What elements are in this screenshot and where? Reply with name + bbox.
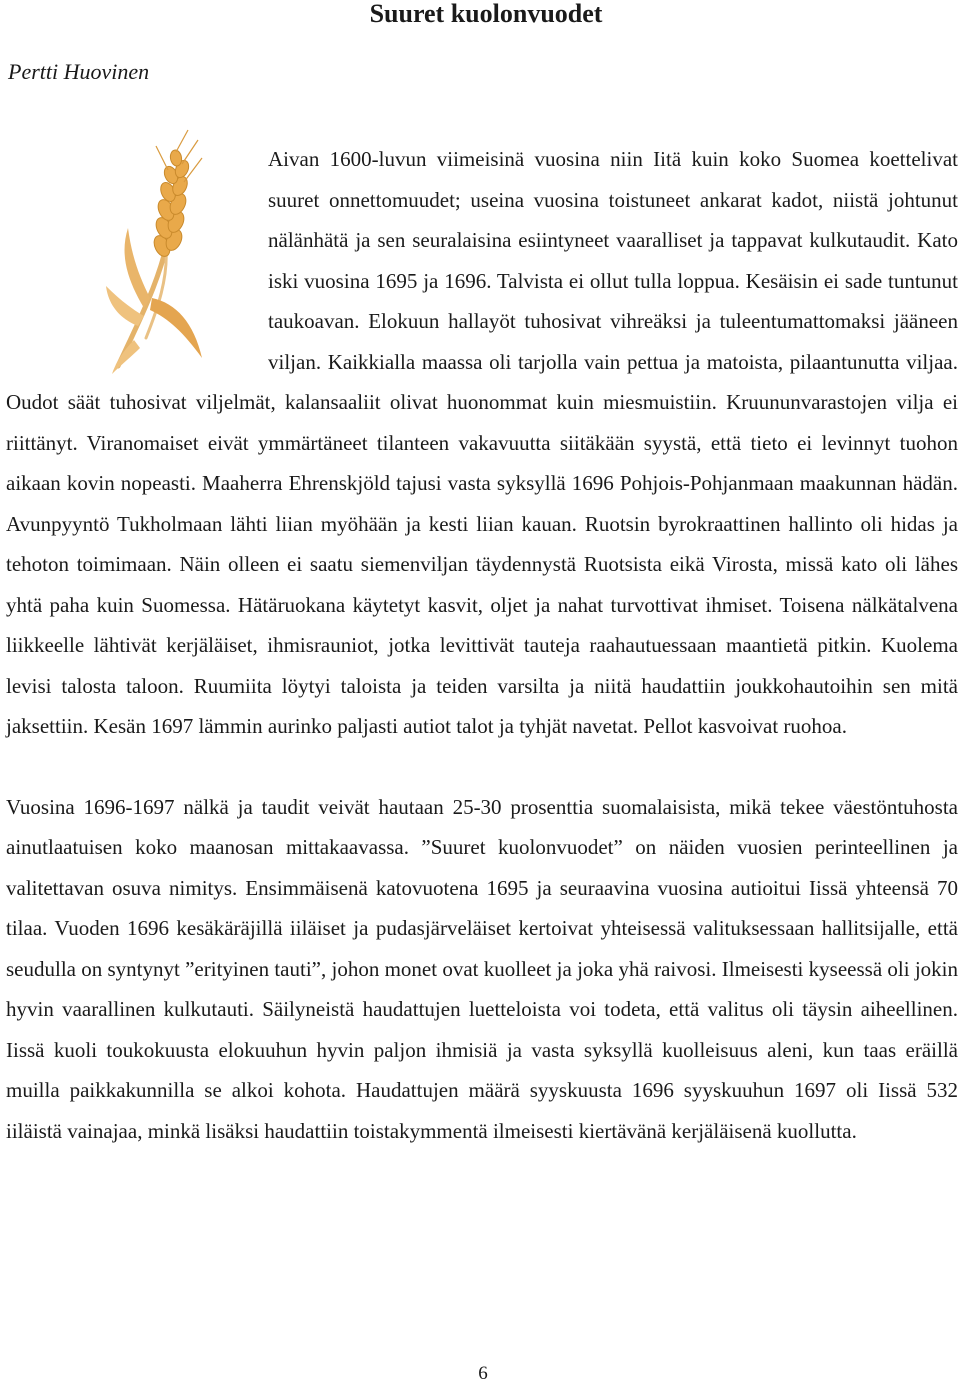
- illustration-space: [6, 139, 268, 364]
- author-name: Pertti Huovinen: [8, 59, 150, 84]
- page-title: Suuret kuolonvuodet: [369, 0, 603, 28]
- paragraph-1: Aivan 1600-luvun viimeisinä vuosina niin Iitä kuin koko Suomea koettelivat suuret onnettomuudet; useina vuosina toistuneet ankarat kadot, niistä johtunut nälänhätä ja sen seuralaisina esiintyneet vaaralliset ja tappavat kulkutaudit. Kato iski vuosina 1695 ja 1696. Talvista ei ollut tulla loppua. Kesäisin ei sade tuntunut taukoavan. Elokuun hallayöt tuhosivat vihreäksi ja tuleentumattomaksi jääneen viljan. Kaikkialla maassa oli tarjolla vain pettua ja matoista, pilaantunutta viljaa. Oudot säät tuhosivat viljelmät, kalansaaliit olivat huonommat kuin miesmuistiin. Kruununvarastojen vilja ei riittänyt. Viranomaiset eivät ymmärtäneet tilanteen vakavuutta siitäkään syystä, että tieto ei levinnyt tuohon aikaan kovin nopeasti. Maaherra Ehrenskjöld tajusi vasta syksyllä 1696 Pohjois-Pohjanmaan maakunnan hädän. Avunpyyntö Tukholmaan lähti liian myöhään ja kesti liian kauan. Ruotsin byrokraattinen hallinto oli hidas ja tehoton toimimaan. Näin olleen ei saatu siemenviljan täydennystä Ruotsista eikä Virosta, missä kato oli lähes yhtä paha kuin Suomessa. Hätäruokana käytetyt kasvit, oljet ja nahat turvottivat ihmiset. Toisena nälkätalvena liikkeelle lähtivät kerjäläiset, ihmisrauniot, jotka levittivät tauteja raahautuessaan maantietä pitkin. Kuolema levisi talosta taloon. Ruumiita löytyi taloista ja teiden varsilta ja niitä haudattiin joukkohautoihin sen mitä jaksettiin. Kesän 1697 lämmin aurinko paljasti autiot talot ja tyhjät navetat. Pellot kasvoivat ruohoa.: [6, 147, 958, 738]
- article-body: [6, 139, 958, 1151]
- page-number: 6: [478, 1363, 488, 1384]
- paragraph-2: Vuosina 1696-1697 nälkä ja taudit veivät hautaan 25-30 prosenttia suomalaisista, mikä tekee väestöntuhosta ainutlaatuisen koko maanosan mittakaavassa. ”Suuret kuolonvuodet” on näiden vuosien perinteellinen ja valitettavan osuva nimitys. Ensimmäisenä katovuotena 1695 ja seuraavina vuosina autioitui Iissä yhteensä 70 tilaa. Vuoden 1696 kesäkäräjillä iiläiset ja pudasjärveläiset kertoivat yhteisessä valituksessaan hallitsijalle, että seudulla on syntynyt ”erityinen tauti”, johon monet ovat kuolleet ja joka yhä raivosi. Ilmeisesti kyseessä oli jokin hyvin vaarallinen kulkutauti. Säilyneistä haudattujen luetteloista voi todeta, että valitus oli täysin aiheellinen. Iissä kuoli toukokuusta elokuuhun hyvin paljon ihmisiä ja vasta syksyllä kuolleisuus aleni, kun taas eräillä muilla paikkakunnilla se alkoi kohota. Haudattujen määrä syyskuusta 1696 syyskuuhun 1697 oli Iissä 532 iiläistä vainajaa, minkä lisäksi haudattiin toistakymmentä ilmeisesti kiertävänä kerjäläisenä kuollutta.: [6, 794, 958, 1143]
